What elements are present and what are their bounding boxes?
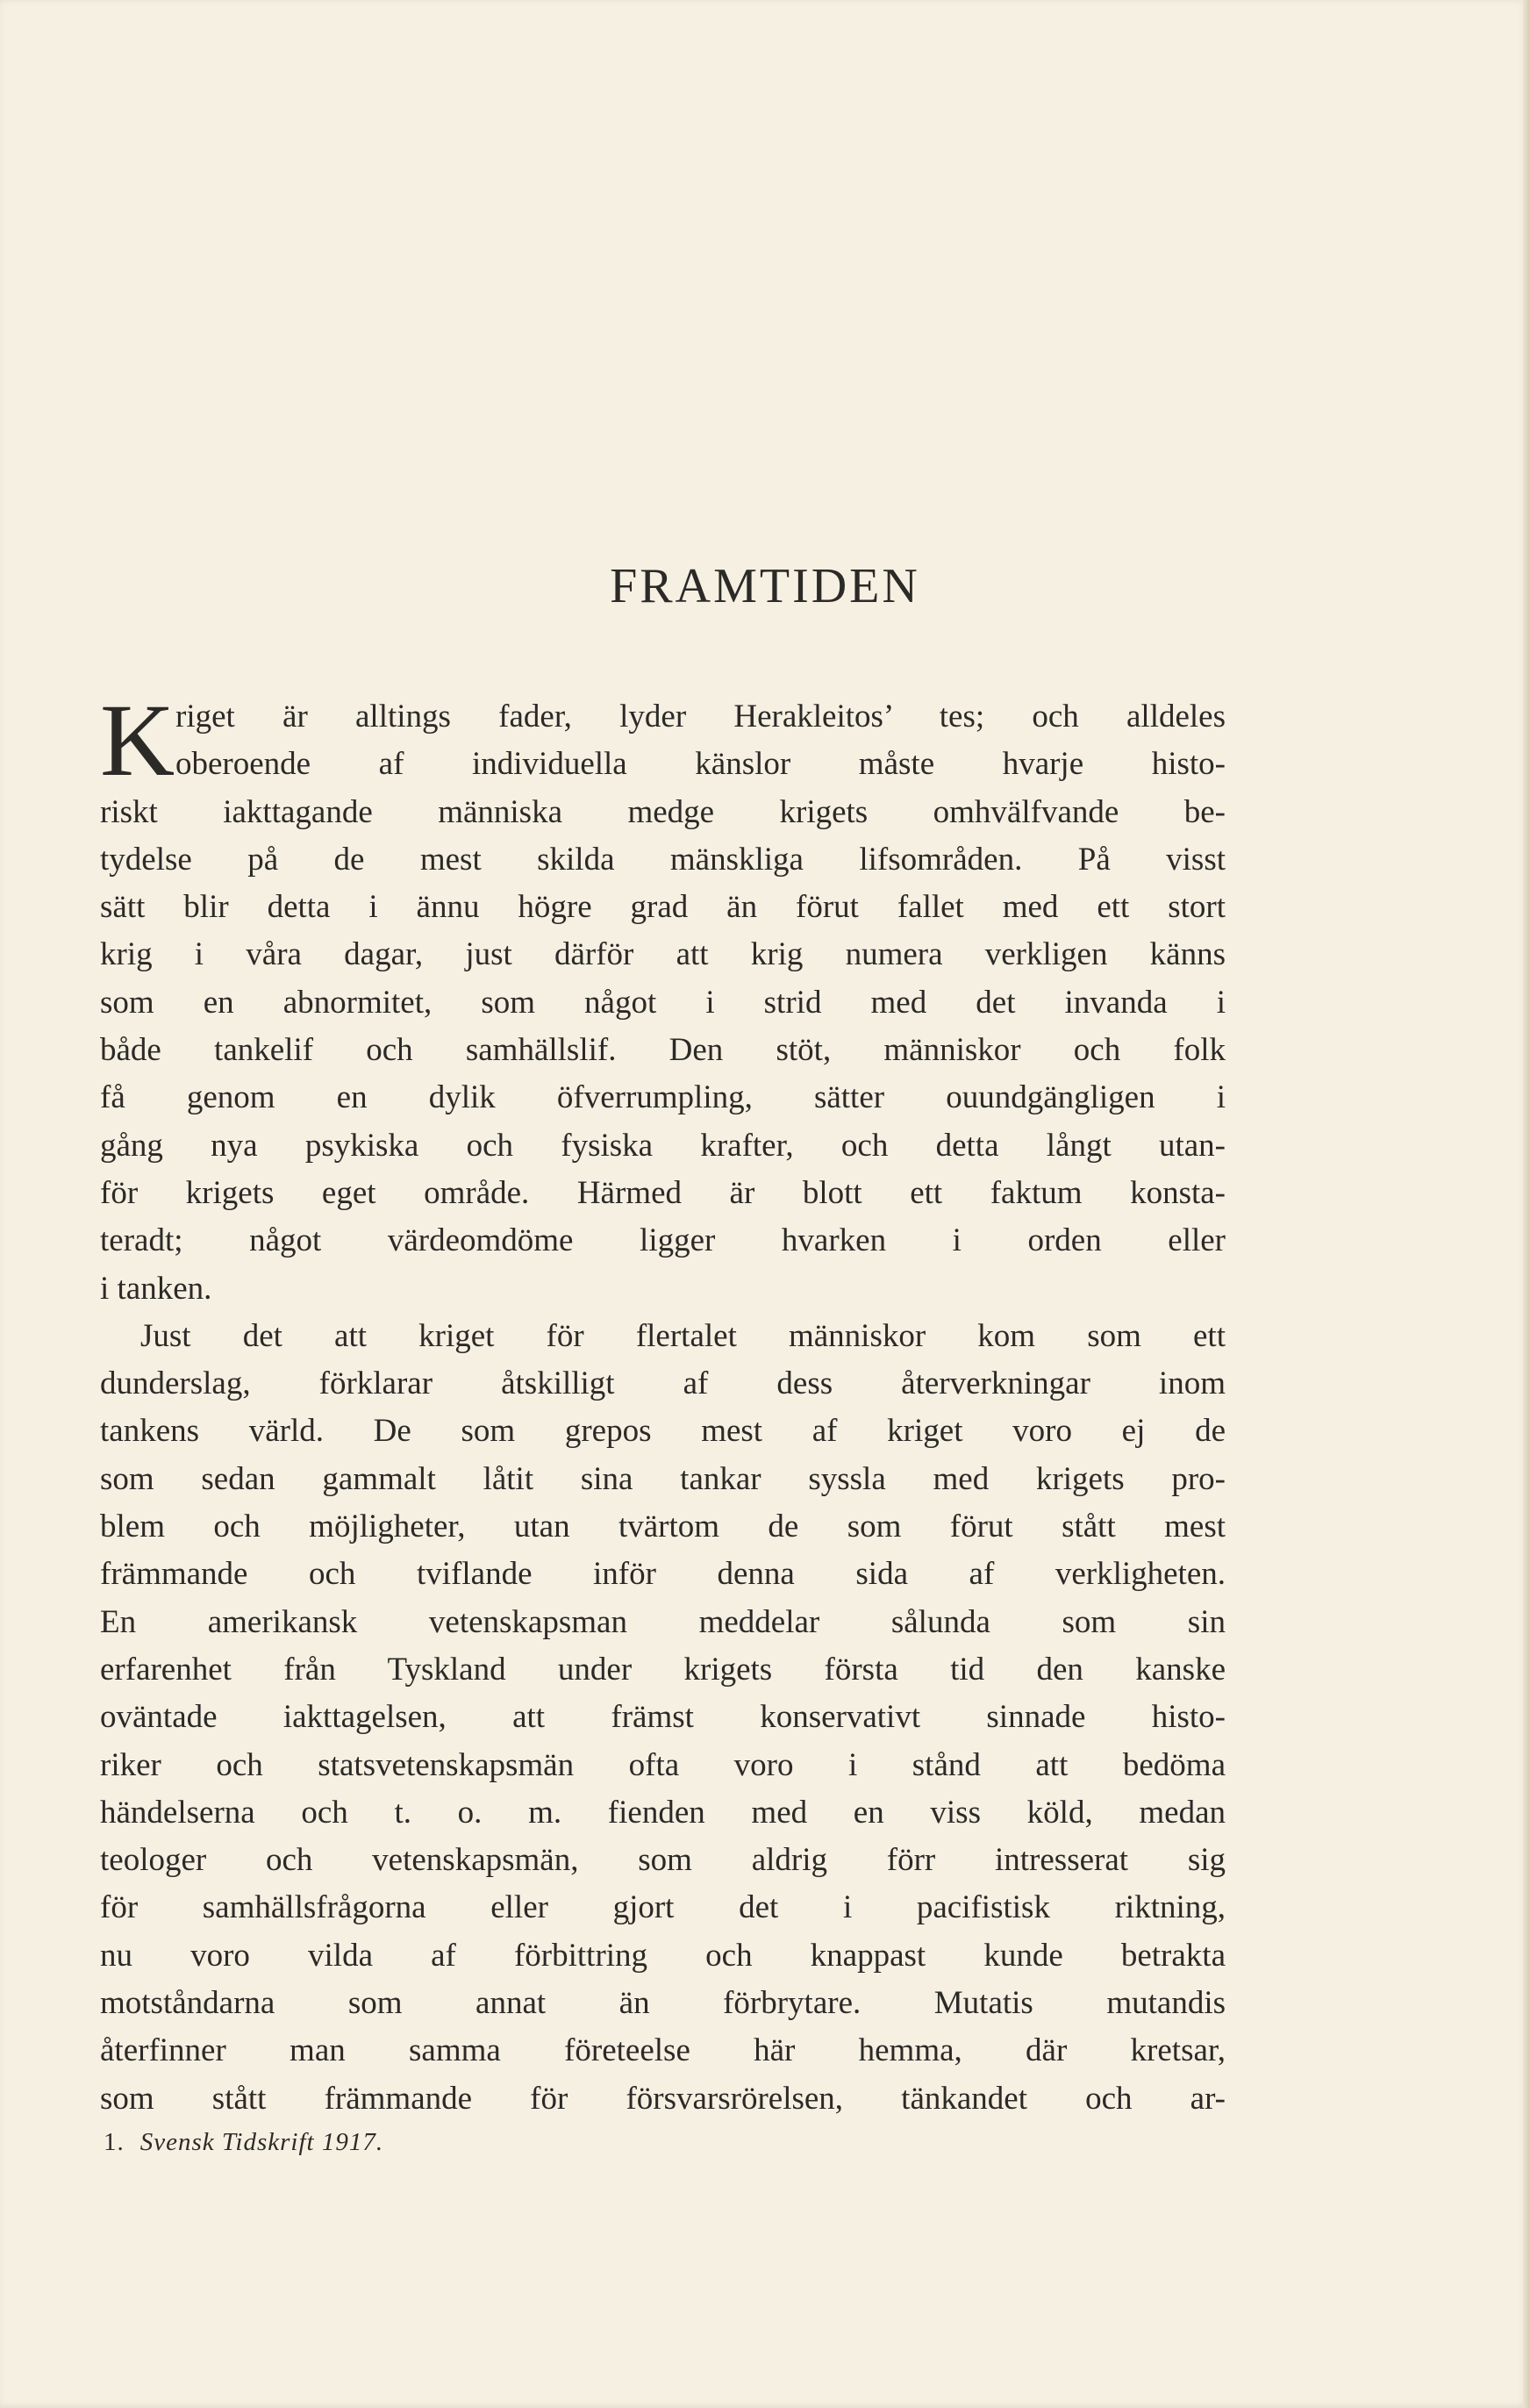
text-line: blem och möjligheter, utan tvärtom de som förut stått mest (100, 1509, 1226, 1545)
text-line: för krigets eget område. Härmed är blott ett faktum konsta- (100, 1174, 1226, 1211)
footnote-marker: 1. (104, 2128, 125, 2156)
text-line: främmande och tviflande inför denna sida af verkligheten. (100, 1556, 1226, 1593)
text-line: som sedan gammalt låtit sina tankar syssla med krigets pro- (100, 1460, 1226, 1497)
text-line: tankens värld. De som grepos mest af kriget voro ej de (100, 1413, 1226, 1450)
page-title: FRAMTIDEN (610, 559, 920, 613)
text-line: dunderslag, förklarar åtskilligt af dess återverkningar inom (100, 1365, 1226, 1402)
text-line: motståndarna som annat än förbrytare. Mutatis mutandis (100, 1985, 1226, 2022)
text-line: En amerikansk vetenskapsman meddelar sålunda som sin (100, 1603, 1226, 1640)
text-line: riker och statsvetenskapsmän ofta voro i stånd att bedöma (100, 1746, 1226, 1783)
footnote-source: Svensk Tidskrift 1917. (139, 2128, 384, 2156)
footnote (104, 2128, 383, 2157)
text-line: krig i våra dagar, just därför att krig numera verkligen känns (100, 936, 1226, 973)
text-line: oväntade iakttagelsen, att främst konservativt sinnade histo- (100, 1699, 1226, 1736)
text-line: i tanken. (100, 1270, 212, 1307)
text-line: nu voro vilda af förbittring och knappast kunde betrakta (100, 1937, 1226, 1974)
text-line: oberoende af individuella känslor måste hvarje histo- (175, 746, 1226, 783)
text-line: tydelse på de mest skilda mänskliga lifsområden. På visst (100, 841, 1226, 878)
paragraph-1 (100, 683, 1226, 1313)
paragraph-2 (100, 1313, 1226, 2123)
text-line: riskt iakttagande människa medge krigets omhvälfvande be- (100, 793, 1226, 830)
drop-cap: K (100, 683, 175, 798)
text-line: Just det att kriget för flertalet människor kom som ett (140, 1317, 1226, 1354)
text-line: teradt; något värdeomdöme ligger hvarken i orden eller (100, 1222, 1226, 1259)
text-line: gång nya psykiska och fysiska krafter, och detta långt utan- (100, 1127, 1226, 1164)
text-line: för samhällsfrågorna eller gjort det i pacifistisk riktning, (100, 1889, 1226, 1926)
text-line: som en abnormitet, som något i strid med det invanda i (100, 984, 1226, 1021)
page-edge-shadow (1523, 0, 1530, 2408)
text-line: riget är alltings fader, lyder Herakleitos’ tes; och alldeles (175, 699, 1226, 735)
text-line: både tankelif och samhällslif. Den stöt, människor och folk (100, 1032, 1226, 1069)
text-line: få genom en dylik öfverrumpling, sätter ouundgängligen i (100, 1079, 1226, 1116)
text-line: återfinner man samma företeelse här hemma, där kretsar, (100, 2032, 1226, 2069)
text-line: som stått främmande för försvarsrörelsen, tänkandet och ar- (100, 2080, 1226, 2117)
text-line: händelserna och t. o. m. fienden med en viss köld, medan (100, 1794, 1226, 1831)
body-text (100, 683, 1226, 2123)
text-line: teologer och vetenskapsmän, som aldrig förr intresserat sig (100, 1842, 1226, 1879)
text-line: sätt blir detta i ännu högre grad än förut fallet med ett stort (100, 889, 1226, 926)
text-line: erfarenhet från Tyskland under krigets första tid den kanske (100, 1651, 1226, 1688)
